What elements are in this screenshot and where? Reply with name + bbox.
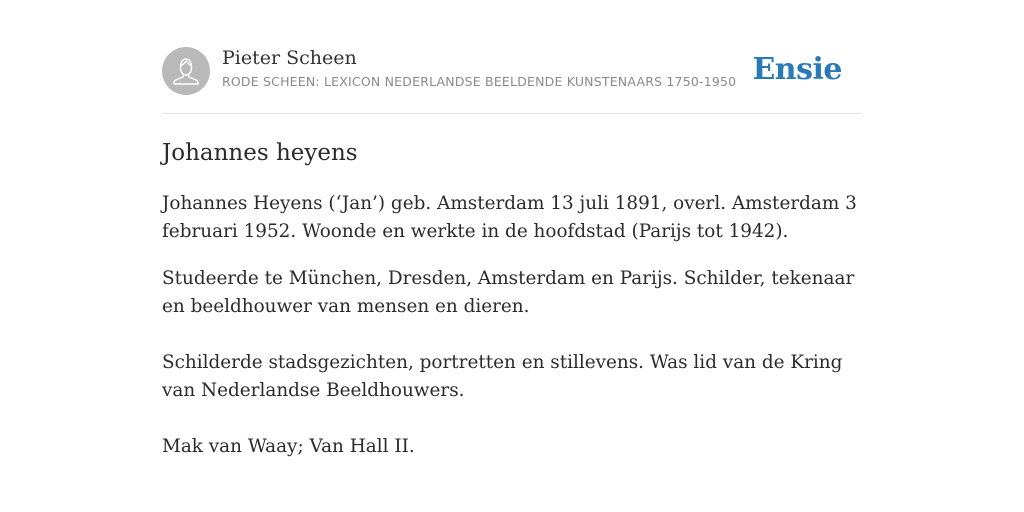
article-body (162, 190, 862, 480)
article-paragraph: Studeerde te München, Dresden, Amsterdam en Parijs. Schilder, tekenaar en beeldhouwer van mensen en dieren. (162, 268, 855, 317)
article-paragraph: Mak van Waay; Van Hall II. (162, 436, 415, 457)
article-header (162, 0, 862, 114)
author-block (222, 46, 736, 90)
user-silhouette-icon (162, 47, 210, 95)
article-paragraph: Schilderde stadsgezichten, portretten en stillevens. Was lid van de Kring van Nederlandse Beeldhouwers. (162, 352, 843, 401)
source-name-link[interactable]: RODE SCHEEN: LEXICON NEDERLANDSE BEELDENDE KUNSTENAARS 1750-1950 (222, 74, 737, 89)
article-page (162, 0, 862, 457)
author-avatar[interactable] (162, 47, 210, 95)
author-name-link[interactable]: Pieter Scheen (222, 47, 357, 69)
article-paragraph: Johannes Heyens (‘Jan’) geb. Amsterdam 13 juli 1891, overl. Amsterdam 3 februari 1952. Woonde en werkte in de hoofdstad (Parijs tot 1942). (162, 193, 857, 242)
ensie-logo[interactable]: Ensie (752, 52, 842, 87)
article-title: Johannes heyens (162, 140, 358, 166)
